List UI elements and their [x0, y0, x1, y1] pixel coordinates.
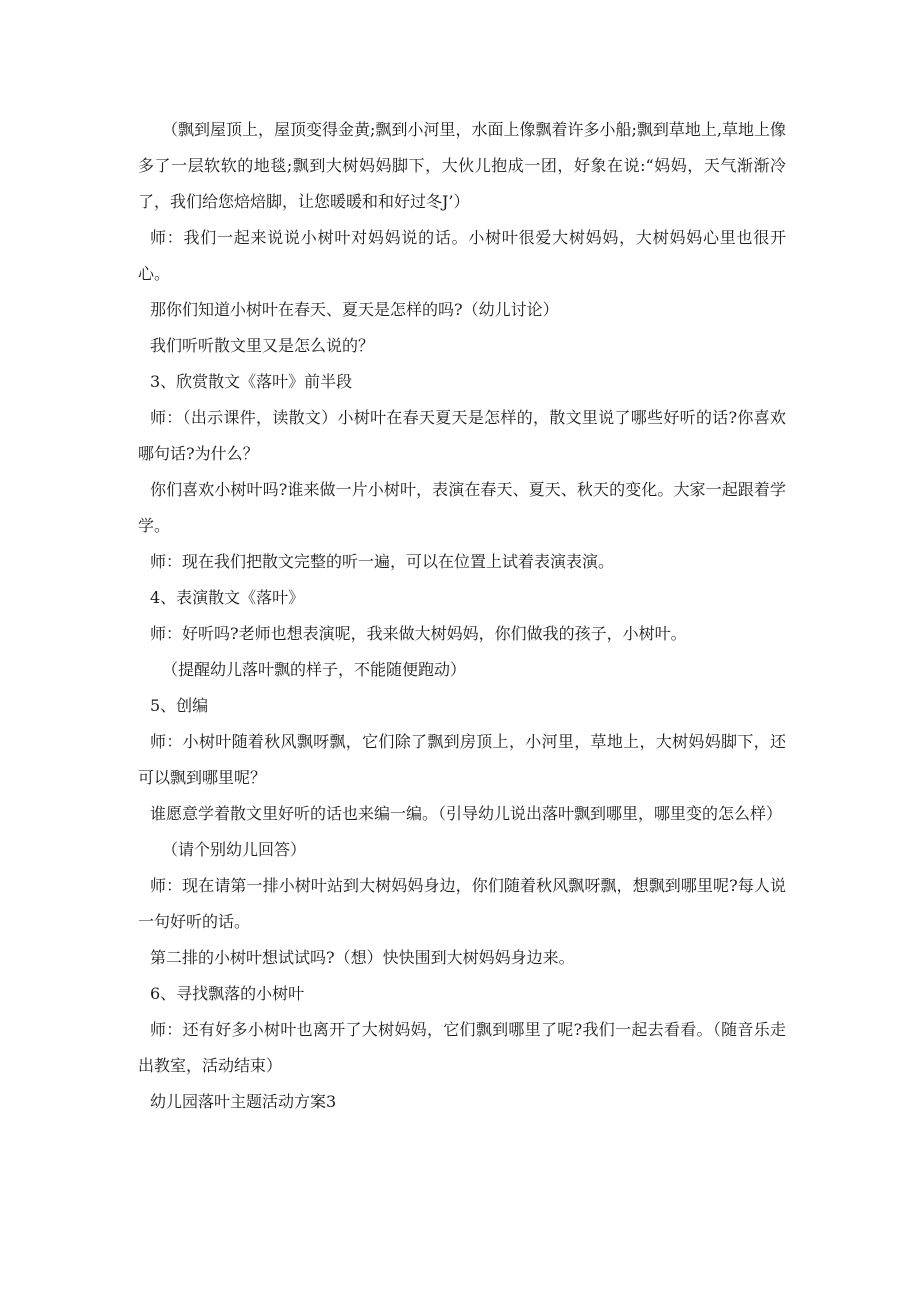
paragraph-teacher-perform: 师：好听吗?老师也想表演呢，我来做大树妈妈，你们做我的孩子，小树叶。 [150, 624, 687, 643]
paragraph-listen-prose: 我们听听散文里又是怎么说的？ [150, 336, 375, 355]
paragraph-teacher-courseware: 师：（出示课件，读散文）小树叶在春天夏天是怎样的，散文里说了哪些好听的话?你喜欢哪句话?为什么？ [138, 408, 786, 463]
section-heading-4: 4、表演散文《落叶》 [150, 588, 305, 607]
paragraph-individual-answer: （请个别幼儿回答） [162, 840, 307, 859]
paragraph-like-leaves: 你们喜欢小树叶吗?谁来做一片小树叶，表演在春天、夏天、秋天的变化。大家一起跟着学学。 [138, 480, 786, 535]
paragraph-plan-title-3: 幼儿园落叶主题活动方案3 [150, 1092, 337, 1111]
paragraph-question-spring-summer: 那你们知道小树叶在春天、夏天是怎样的吗?（幼儿讨论） [150, 300, 559, 319]
section-heading-6: 6、寻找飘落的小树叶 [150, 984, 305, 1003]
paragraph-listen-complete: 师：现在我们把散文完整的听一遍，可以在位置上试着表演表演。 [150, 552, 615, 571]
paragraph-leaves-fall-description: （飘到屋顶上，屋顶变得金黄;飘到小河里，水面上像飘着许多小船;飘到草地上,草地上像多了一层软软的地毯;飘到大树妈妈脚下，大伙儿抱成一团，好象在说:“妈妈，天气渐渐冷了，我们给您焙焙脚，让您暖暖和和好过冬J’） [138, 120, 786, 211]
paragraph-first-row: 师：现在请第一排小树叶站到大树妈妈身边，你们随着秋风飘呀飘，想飘到哪里呢?每人说一句好听的话。 [138, 876, 786, 931]
paragraph-second-row: 第二排的小树叶想试试吗?（想）快快围到大树妈妈身边来。 [150, 948, 575, 967]
paragraph-find-leaves: 师：还有好多小树叶也离开了大树妈妈，它们飘到哪里了呢?我们一起去看看。（随音乐走出教室，活动结束） [138, 1020, 786, 1075]
paragraph-create-prose: 谁愿意学着散文里好听的话也来编一编。（引导幼儿说出落叶飘到哪里，哪里变的怎么样） [150, 804, 783, 823]
section-heading-5: 5、创编 [150, 696, 209, 715]
paragraph-teacher-talk-1: 师：我们一起来说说小树叶对妈妈说的话。小树叶很爱大树妈妈，大树妈妈心里也很开心。 [138, 228, 786, 283]
paragraph-teacher-where-else: 师：小树叶随着秋风飘呀飘，它们除了飘到房顶上，小河里，草地上，大树妈妈脚下，还可以飘到哪里呢？ [138, 732, 786, 787]
paragraph-reminder: （提醒幼儿落叶飘的样子，不能随便跑动） [162, 660, 467, 679]
section-heading-3: 3、欣赏散文《落叶》前半段 [150, 372, 353, 391]
document-body [138, 112, 786, 1120]
